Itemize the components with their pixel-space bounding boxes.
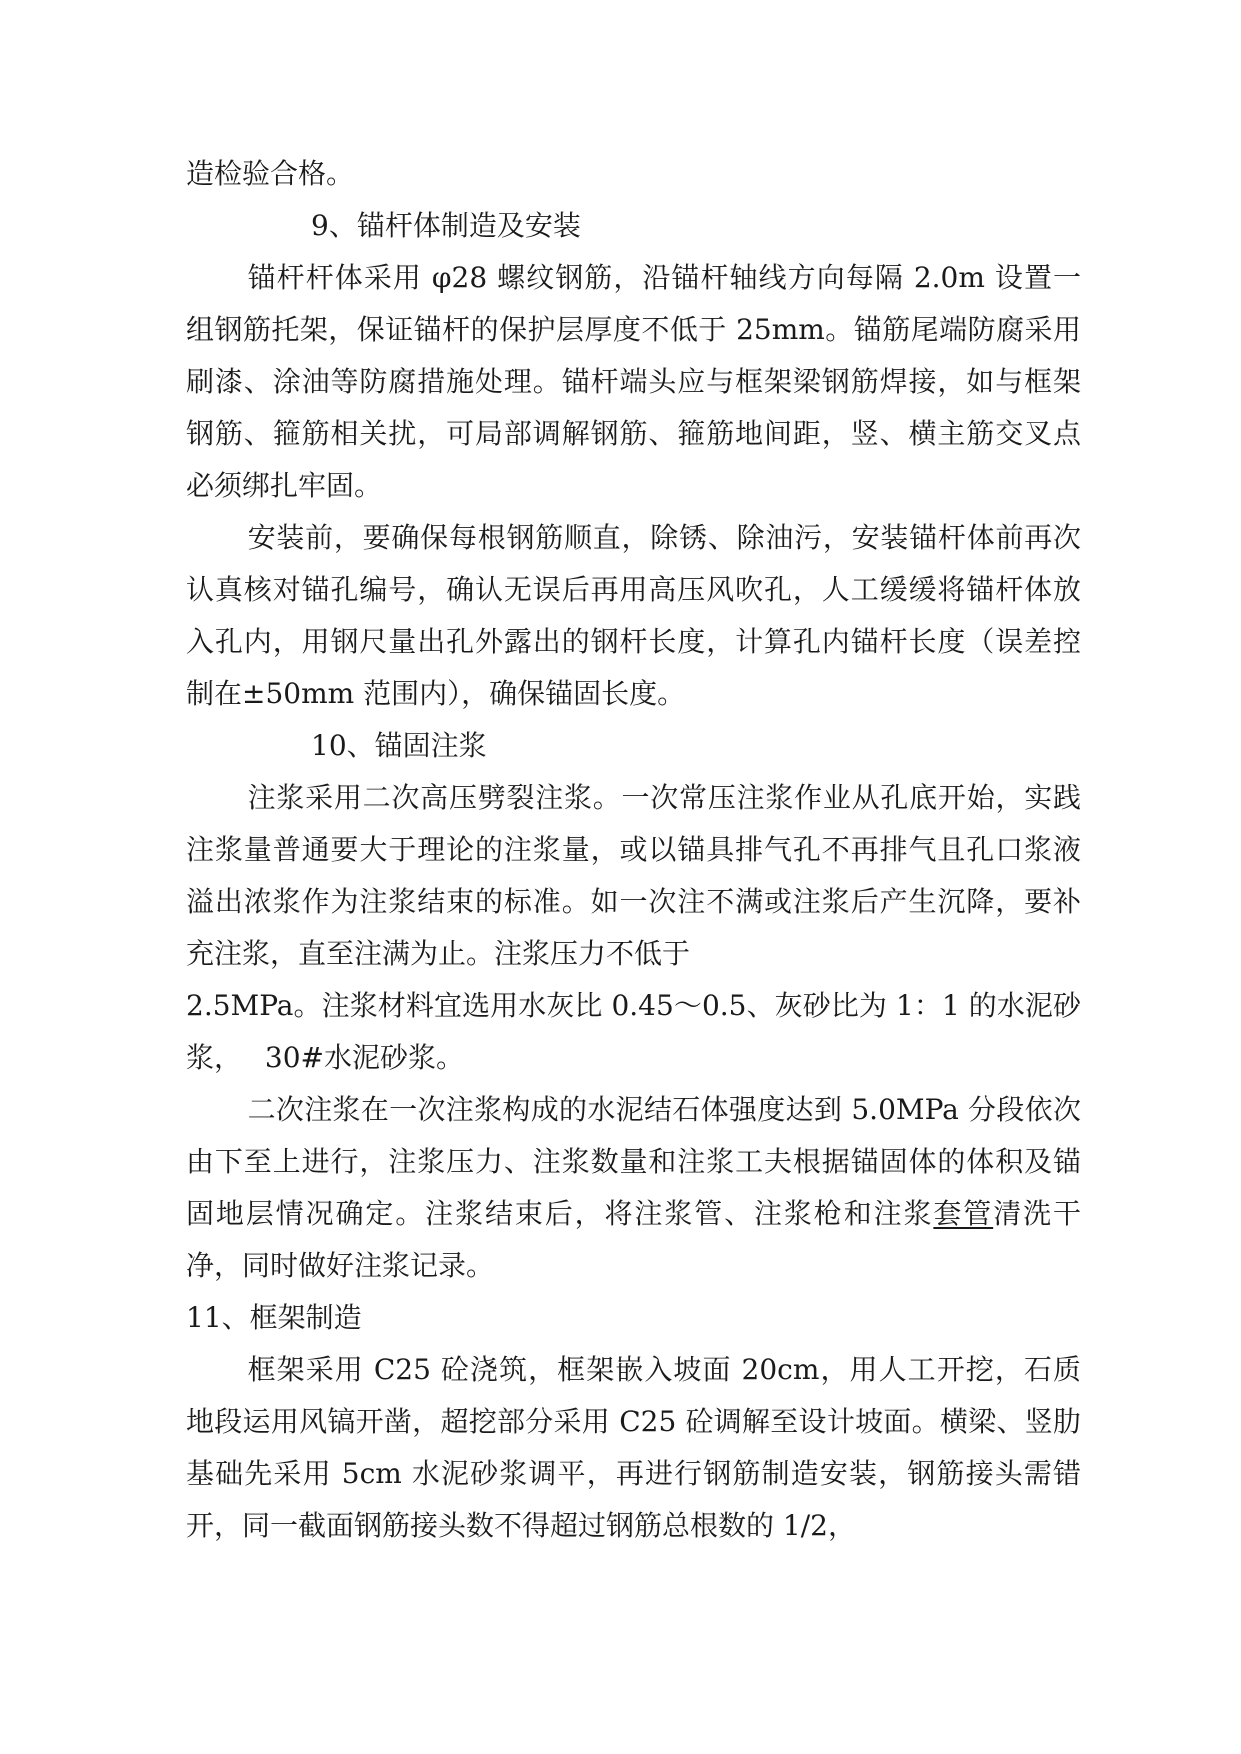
section-heading-9: 9、锚杆体制造及安装 — [311, 209, 581, 242]
paragraph-frame-construction: 框架采用 C25 砼浇筑，框架嵌入坡面 20cm，用人工开挖，石质地段运用风镐开凿，超挖部分采用 C25 砼调解至设计坡面。横梁、竖肋基础先采用 5cm 水泥砂浆调平，再进行钢筋制造安装，钢筋接头需错开，同一截面钢筋接头数不得超过钢筋总根数的 1/2， — [186, 1353, 1081, 1542]
document-body — [186, 148, 1081, 1552]
paragraph-grouting-1: 注浆采用二次高压劈裂注浆。一次常压注浆作业从孔底开始，实践注浆量普通要大于理论的注浆量，或以锚具排气孔不再排气且孔口浆液溢出浓浆作为注浆结束的标准。如一次注不满或注浆后产生沉降，要补充注浆，直至注满为止。注浆压力不低于 — [186, 781, 1081, 970]
paragraph-installation: 安装前，要确保每根钢筋顺直，除锈、除油污，安装锚杆体前再次认真核对锚孔编号，确认无误后再用高压风吹孔，人工缓缓将锚杆体放入孔内，用钢尺量出孔外露出的钢杆长度，计算孔内锚杆长度（误差控制在±50mm 范围内），确保锚固长度。 — [186, 521, 1081, 710]
section-heading-10: 10、锚固注浆 — [311, 729, 487, 762]
paragraph-continuation: 造检验合格。 — [186, 157, 355, 190]
paragraph-grouting-2 — [186, 1084, 1081, 1292]
grouting-2-underlined-term: 套管 — [933, 1197, 994, 1230]
paragraph-grouting-1-continued: 2.5MPa。注浆材料宜选用水灰比 0.45～0.5、灰砂比为 1：1 的水泥砂浆， 30#水泥砂浆。 — [186, 989, 1081, 1074]
paragraph-anchor-rod-body: 锚杆杆体采用 φ28 螺纹钢筋，沿锚杆轴线方向每隔 2.0m 设置一组钢筋托架，保证锚杆的保护层厚度不低于 25mm。锚筋尾端防腐采用刷漆、涂油等防腐措施处理。锚杆端头应与框架梁钢筋焊接，如与框架钢筋、箍筋相关扰，可局部调解钢筋、箍筋地间距，竖、横主筋交叉点必须绑扎牢固。 — [186, 261, 1081, 502]
section-heading-11: 11、框架制造 — [186, 1301, 362, 1334]
grouting-2-text-c: 清洗干净，同时做好注浆记录。 — [186, 1197, 1081, 1282]
grouting-2-text-a: 二次注浆在一次注浆构成的水泥结石体强度达到 5.0MPa 分段依次由下至上进行，注浆压力、注浆数量和注浆工夫根据锚固体的体积及锚固地层情况确定。注浆结束后，将注浆管、注浆枪和注浆 — [186, 1093, 1081, 1230]
